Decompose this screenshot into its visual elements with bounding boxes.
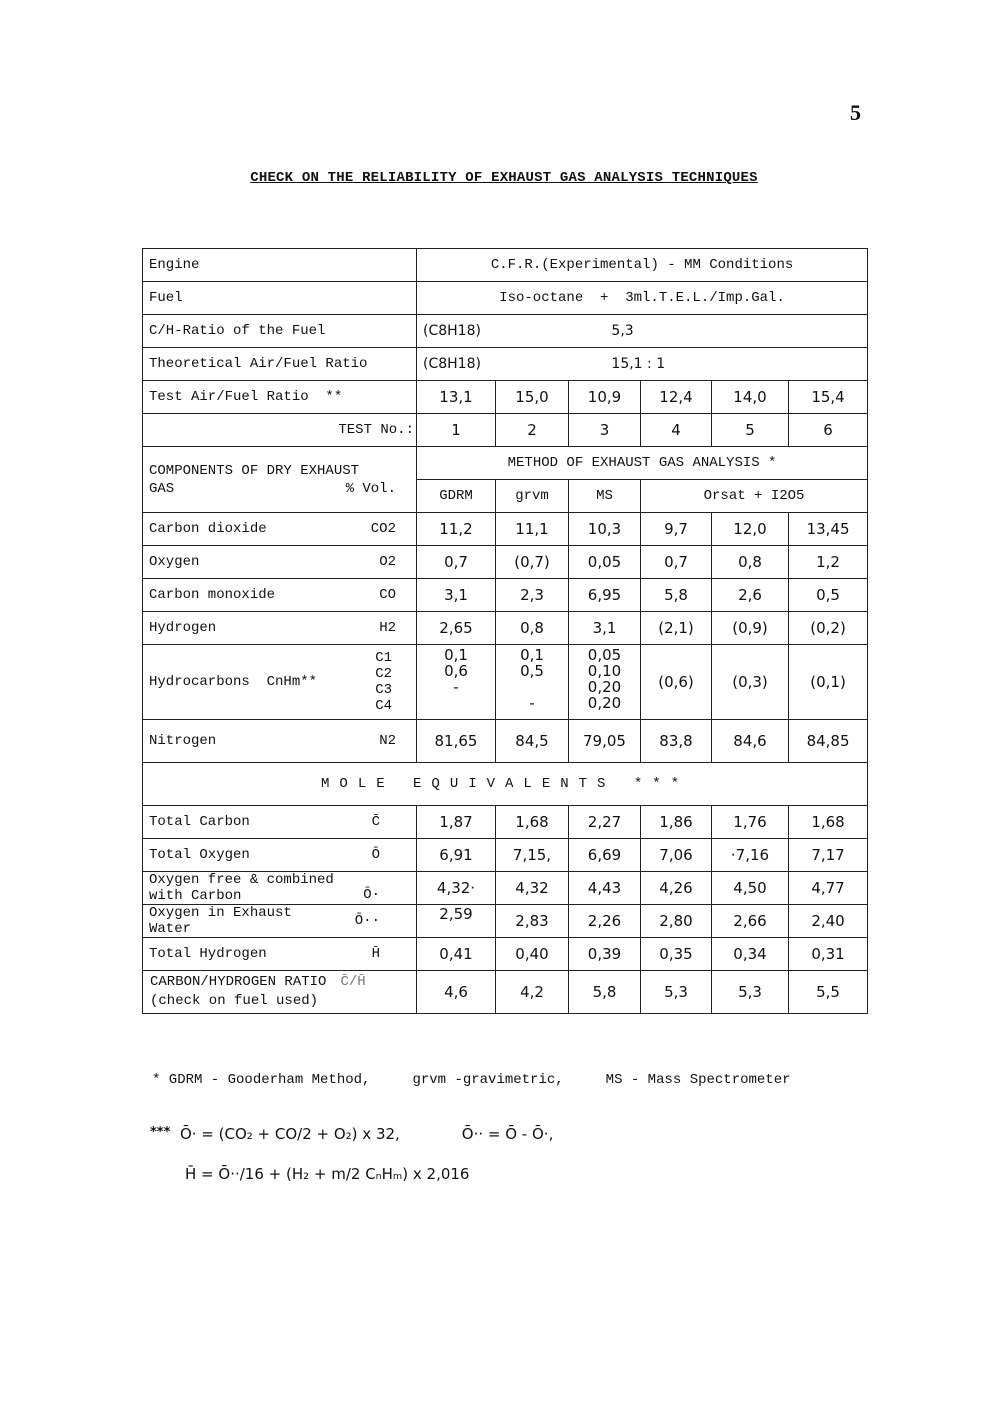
mole-value: 4,32· bbox=[417, 872, 496, 905]
nitrogen-value: 79,05 bbox=[569, 720, 641, 763]
component-value: 12,0 bbox=[712, 513, 789, 546]
mole-value: 0,40 bbox=[496, 938, 569, 971]
formula-oxygen bbox=[150, 1125, 553, 1143]
component-value: 0,05 bbox=[569, 546, 641, 579]
component-value: (0,7) bbox=[496, 546, 569, 579]
test-no-value: 1 bbox=[417, 414, 496, 447]
ch-ratio-label: C/H-Ratio of the Fuel bbox=[143, 315, 417, 348]
component-name: Carbon monoxide bbox=[149, 587, 276, 603]
mole-value: 4,32 bbox=[496, 872, 569, 905]
component-symbol: CO2 bbox=[370, 521, 396, 537]
mole-value: 7,06 bbox=[641, 839, 712, 872]
ch-check-value: 4,2 bbox=[496, 971, 569, 1014]
hydrocarbons-label bbox=[143, 645, 417, 720]
component-value: 0,7 bbox=[641, 546, 712, 579]
mole-label bbox=[143, 806, 417, 839]
component-name: Hydrogen bbox=[149, 620, 217, 636]
component-value: (0,9) bbox=[712, 612, 789, 645]
mole-symbol: Ō· bbox=[363, 887, 380, 903]
component-value: (2,1) bbox=[641, 612, 712, 645]
test-no-label: TEST No.: bbox=[143, 414, 417, 447]
component-label bbox=[143, 579, 417, 612]
hc-value: 0,10 bbox=[587, 662, 622, 680]
mole-equivalents-header: MOLE EQUIVALENTS *** bbox=[143, 763, 868, 806]
component-label bbox=[143, 546, 417, 579]
hc-symbol: C3 bbox=[375, 682, 392, 698]
engine-value: C.F.R.(Experimental) - MM Conditions bbox=[417, 249, 868, 282]
nitrogen-value: 84,85 bbox=[789, 720, 868, 763]
mole-value: 2,80 bbox=[641, 905, 712, 938]
nitrogen-label bbox=[143, 720, 417, 763]
components-header-unit: % Vol. bbox=[345, 480, 396, 497]
component-symbol: O2 bbox=[379, 554, 396, 570]
mole-name-line2: with Carbon bbox=[149, 888, 242, 904]
mole-name: Total Oxygen bbox=[149, 847, 250, 863]
component-symbol: H2 bbox=[379, 620, 396, 636]
component-value: 11,2 bbox=[417, 513, 496, 546]
component-label bbox=[143, 612, 417, 645]
hc-col2 bbox=[496, 645, 569, 720]
ch-check-value: 5,5 bbox=[789, 971, 868, 1014]
method-ms: MS bbox=[569, 480, 641, 513]
test-afr-value: 12,4 bbox=[641, 381, 712, 414]
mole-value: 2,40 bbox=[789, 905, 868, 938]
theoretical-afr-value: 15,1 : 1 bbox=[611, 355, 666, 372]
component-symbol: CO bbox=[379, 587, 396, 603]
theoretical-afr-formula: (C8H18) bbox=[423, 355, 481, 372]
mole-value: 0,34 bbox=[712, 938, 789, 971]
ch-ratio-value: 5,3 bbox=[611, 322, 634, 339]
method-gdrm: GDRM bbox=[417, 480, 496, 513]
mole-value: 0,39 bbox=[569, 938, 641, 971]
test-no-value: 6 bbox=[789, 414, 868, 447]
hc-symbol: C1 bbox=[375, 650, 392, 666]
test-afr-value: 13,1 bbox=[417, 381, 496, 414]
component-value: 1,2 bbox=[789, 546, 868, 579]
mole-value: 1,68 bbox=[789, 806, 868, 839]
test-afr-value: 15,4 bbox=[789, 381, 868, 414]
mole-value: 2,26 bbox=[569, 905, 641, 938]
mole-value: 1,87 bbox=[417, 806, 496, 839]
nitrogen-value: 84,5 bbox=[496, 720, 569, 763]
mole-value: 4,50 bbox=[712, 872, 789, 905]
mole-label bbox=[143, 872, 417, 905]
hc-value: 0,5 bbox=[520, 662, 544, 680]
component-value: 2,3 bbox=[496, 579, 569, 612]
component-value: 13,45 bbox=[789, 513, 868, 546]
ch-check-value: 5,3 bbox=[712, 971, 789, 1014]
hc-col1 bbox=[417, 645, 496, 720]
mole-symbol: Ō bbox=[371, 847, 380, 863]
component-value: 11,1 bbox=[496, 513, 569, 546]
method-grvm: grvm bbox=[496, 480, 569, 513]
exhaust-gas-table bbox=[142, 248, 868, 1014]
hc-value: 0,20 bbox=[587, 694, 622, 712]
mole-name-line1: Oxygen free & combined bbox=[149, 872, 334, 888]
fuel-label: Fuel bbox=[143, 282, 417, 315]
component-value: 9,7 bbox=[641, 513, 712, 546]
components-header-line1: COMPONENTS OF DRY EXHAUST bbox=[149, 462, 360, 479]
test-afr-value: 14,0 bbox=[712, 381, 789, 414]
method-header: METHOD OF EXHAUST GAS ANALYSIS * bbox=[417, 447, 868, 480]
mole-value: 6,91 bbox=[417, 839, 496, 872]
hc-value: 0,1 bbox=[520, 646, 544, 664]
component-value: 6,95 bbox=[569, 579, 641, 612]
component-value: 0,7 bbox=[417, 546, 496, 579]
mole-value: 0,35 bbox=[641, 938, 712, 971]
hc-value: (0,3) bbox=[712, 645, 789, 720]
mole-label bbox=[143, 905, 417, 938]
mole-value: 2,66 bbox=[712, 905, 789, 938]
hydrocarbons-name: Hydrocarbons CnHm** bbox=[149, 674, 318, 690]
test-no-value: 3 bbox=[569, 414, 641, 447]
component-value: 5,8 bbox=[641, 579, 712, 612]
component-value: 0,5 bbox=[789, 579, 868, 612]
mole-symbol: C̄ bbox=[371, 814, 380, 830]
ch-ratio-formula: (C8H18) bbox=[423, 322, 481, 339]
mole-value: 0,31 bbox=[789, 938, 868, 971]
mole-value: 1,76 bbox=[712, 806, 789, 839]
mole-name: Total Hydrogen bbox=[149, 946, 267, 962]
nitrogen-value: 83,8 bbox=[641, 720, 712, 763]
hydrocarbons-symbols bbox=[375, 650, 392, 714]
mole-value: 1,86 bbox=[641, 806, 712, 839]
mole-name: Total Carbon bbox=[149, 814, 250, 830]
component-value: 0,8 bbox=[496, 612, 569, 645]
mole-value: 2,83 bbox=[496, 905, 569, 938]
ch-check-label bbox=[143, 971, 417, 1014]
nitrogen-name: Nitrogen bbox=[149, 733, 217, 749]
mole-value: 2,59 bbox=[417, 905, 496, 938]
mole-value: 4,43 bbox=[569, 872, 641, 905]
component-value: 3,1 bbox=[569, 612, 641, 645]
nitrogen-value: 81,65 bbox=[417, 720, 496, 763]
mole-value: 4,26 bbox=[641, 872, 712, 905]
fuel-value: Iso-octane + 3ml.T.E.L./Imp.Gal. bbox=[417, 282, 868, 315]
hc-value: (0,1) bbox=[789, 645, 868, 720]
page-number: 5 bbox=[850, 100, 861, 125]
formula-hydrogen: H̄ = Ō··/16 + (H₂ + m/2 CₙHₘ) x 2,016 bbox=[185, 1165, 470, 1183]
nitrogen-value: 84,6 bbox=[712, 720, 789, 763]
hc-value: - bbox=[529, 694, 535, 712]
ch-check-line2: (check on fuel used) bbox=[150, 993, 319, 1009]
method-orsat: Orsat + I2O5 bbox=[641, 480, 868, 513]
ch-check-value: 5,3 bbox=[641, 971, 712, 1014]
formula-stars: *** bbox=[150, 1125, 171, 1140]
component-value: (0,2) bbox=[789, 612, 868, 645]
ch-check-symbol: C̄/H̄ bbox=[340, 974, 366, 990]
test-afr-label: Test Air/Fuel Ratio ** bbox=[143, 381, 417, 414]
mole-value: 7,17 bbox=[789, 839, 868, 872]
method-footnote: * GDRM - Gooderham Method, grvm -gravimetric, MS - Mass Spectrometer bbox=[152, 1072, 791, 1088]
component-value: 10,3 bbox=[569, 513, 641, 546]
mole-value: 7,15, bbox=[496, 839, 569, 872]
test-afr-value: 15,0 bbox=[496, 381, 569, 414]
mole-label bbox=[143, 839, 417, 872]
components-header bbox=[143, 447, 417, 513]
ch-check-value: 5,8 bbox=[569, 971, 641, 1014]
theoretical-afr-label: Theoretical Air/Fuel Ratio bbox=[143, 348, 417, 381]
component-label bbox=[143, 513, 417, 546]
test-no-value: 5 bbox=[712, 414, 789, 447]
hc-value: 0,6 bbox=[444, 662, 468, 680]
mole-symbol: H̄ bbox=[371, 946, 380, 962]
hc-value: 0,1 bbox=[444, 646, 468, 664]
component-name: Carbon dioxide bbox=[149, 521, 267, 537]
mole-value: 4,77 bbox=[789, 872, 868, 905]
component-value: 2,65 bbox=[417, 612, 496, 645]
hc-value: 0,20 bbox=[587, 678, 622, 696]
mole-value: 0,41 bbox=[417, 938, 496, 971]
mole-label bbox=[143, 938, 417, 971]
ch-check-line1: CARBON/HYDROGEN RATIO bbox=[150, 974, 327, 990]
component-value: 3,1 bbox=[417, 579, 496, 612]
test-no-value: 2 bbox=[496, 414, 569, 447]
engine-label: Engine bbox=[143, 249, 417, 282]
component-value: 0,8 bbox=[712, 546, 789, 579]
components-header-gas: GAS bbox=[149, 480, 175, 497]
mole-value: ·7,16 bbox=[712, 839, 789, 872]
hc-symbol: C4 bbox=[375, 698, 392, 714]
mole-value: 2,27 bbox=[569, 806, 641, 839]
mole-value: 1,68 bbox=[496, 806, 569, 839]
ch-check-value: 4,6 bbox=[417, 971, 496, 1014]
component-value: 2,6 bbox=[712, 579, 789, 612]
mole-value: 6,69 bbox=[569, 839, 641, 872]
hc-col3 bbox=[569, 645, 641, 720]
mole-name-line1: Oxygen in Exhaust bbox=[149, 905, 292, 921]
hc-value: - bbox=[453, 678, 459, 696]
hc-symbol: C2 bbox=[375, 666, 392, 682]
mole-name-line2: Water bbox=[149, 921, 192, 937]
hc-value: 0,05 bbox=[587, 646, 622, 664]
mole-symbol: Ō·· bbox=[354, 913, 380, 929]
page-title: CHECK ON THE RELIABILITY OF EXHAUST GAS ANALYSIS TECHNIQUES bbox=[250, 170, 758, 186]
hc-value: (0,6) bbox=[641, 645, 712, 720]
test-no-value: 4 bbox=[641, 414, 712, 447]
component-name: Oxygen bbox=[149, 554, 200, 570]
nitrogen-symbol: N2 bbox=[379, 733, 396, 749]
formula-oxygen-text: Ō· = (CO₂ + CO/2 + O₂) x 32, Ō·· = Ō - Ō·, bbox=[179, 1125, 554, 1143]
test-afr-value: 10,9 bbox=[569, 381, 641, 414]
